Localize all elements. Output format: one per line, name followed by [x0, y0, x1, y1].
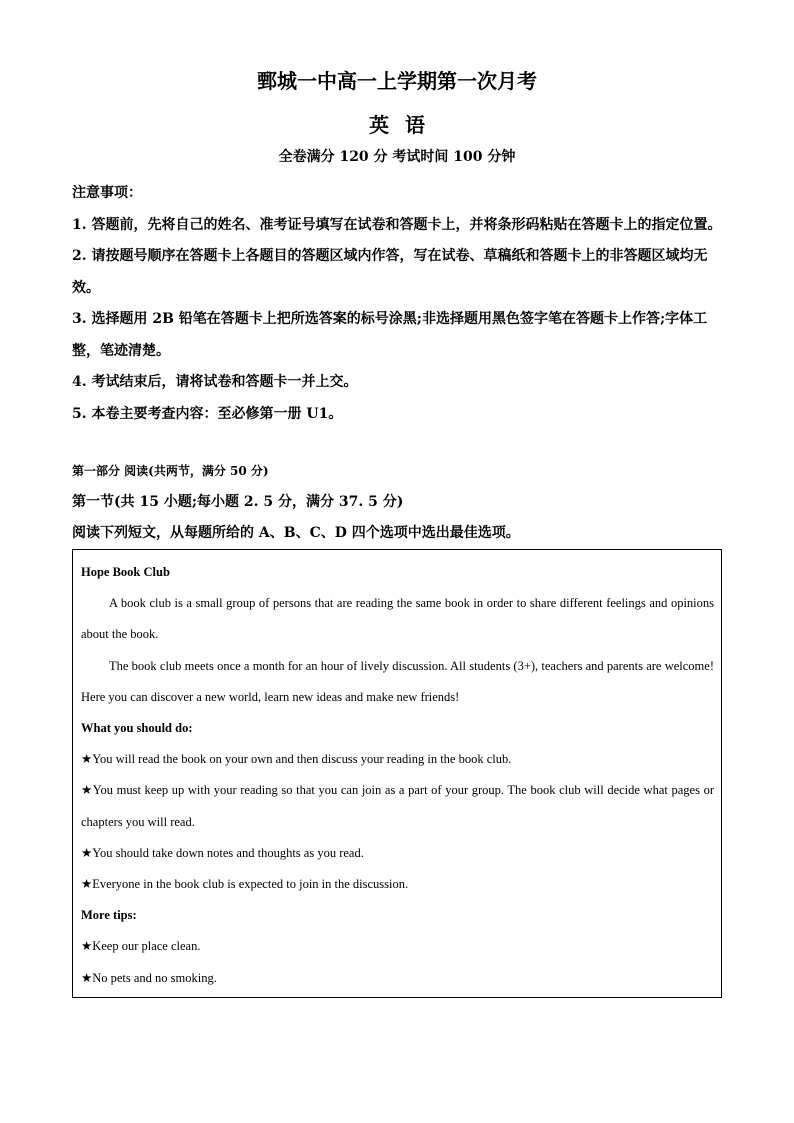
instruction: 阅读下列短文，从每题所给的 A、B、C、D 四个选项中选出最佳选项。 [72, 525, 520, 541]
list-item: ★You will read the book on your own and then discuss your reading in the book club. [81, 752, 512, 767]
list-item: ★Keep our place clean. [81, 939, 201, 954]
note-item: 3. 选择题用 2B 铅笔在答题卡上把所选答案的标号涂黑;非选择题用黑色签字笔在答题卡上作答;字体工整，笔迹清楚。 [72, 311, 708, 359]
note-item: 1. 答题前，先将自己的姓名、准考证号填写在试卷和答题卡上，并将条形码粘贴在答题卡上的指定位置。 [72, 216, 722, 233]
notes-section [72, 178, 722, 430]
passage-title: Hope Book Club [81, 565, 170, 579]
list-item: ★You must keep up with your reading so that you can join as a part of your group. The book club will decide what pages or chapters you will read. [81, 783, 714, 829]
subject-title: 英语 [369, 113, 441, 137]
tips-heading: More tips: [81, 908, 137, 923]
list-item: ★You should take down notes and thoughts as you read. [81, 845, 364, 860]
note-item: 2. 请按题号顺序在答题卡上各题目的答题区域内作答，写在试卷、草稿纸和答题卡上的非答题区域均无效。 [72, 248, 708, 296]
list-item: ★No pets and no smoking. [81, 970, 217, 985]
exam-meta: 全卷满分 120 分 考试时间 100 分钟 [278, 149, 516, 165]
section-title: 第一节(共 15 小题;每小题 2. 5 分，满分 37. 5 分) [72, 494, 404, 510]
should-heading: What you should do: [81, 721, 193, 736]
list-item: ★Everyone in the book club is expected to join in the discussion. [81, 877, 409, 892]
exam-title: 鄄城一中高一上学期第一次月考 [257, 69, 537, 93]
notes-heading: 注意事项： [72, 185, 142, 201]
note-item: 5. 本卷主要考查内容：至必修第一册 U1。 [72, 405, 343, 422]
note-item: 4. 考试结束后，请将试卷和答题卡一并上交。 [72, 374, 358, 390]
reading-passage-box [72, 549, 722, 998]
passage-paragraph: The book club meets once a month for an hour of lively discussion. All students (3+), teachers and parents are welcome! Here you can discover a new world, learn new ideas and make new friends! [81, 658, 714, 704]
part-title: 第一部分 阅读(共两节，满分 50 分) [72, 464, 269, 478]
passage-paragraph: A book club is a small group of persons that are reading the same book in order to share different feelings and opinions about the book. [81, 596, 714, 642]
